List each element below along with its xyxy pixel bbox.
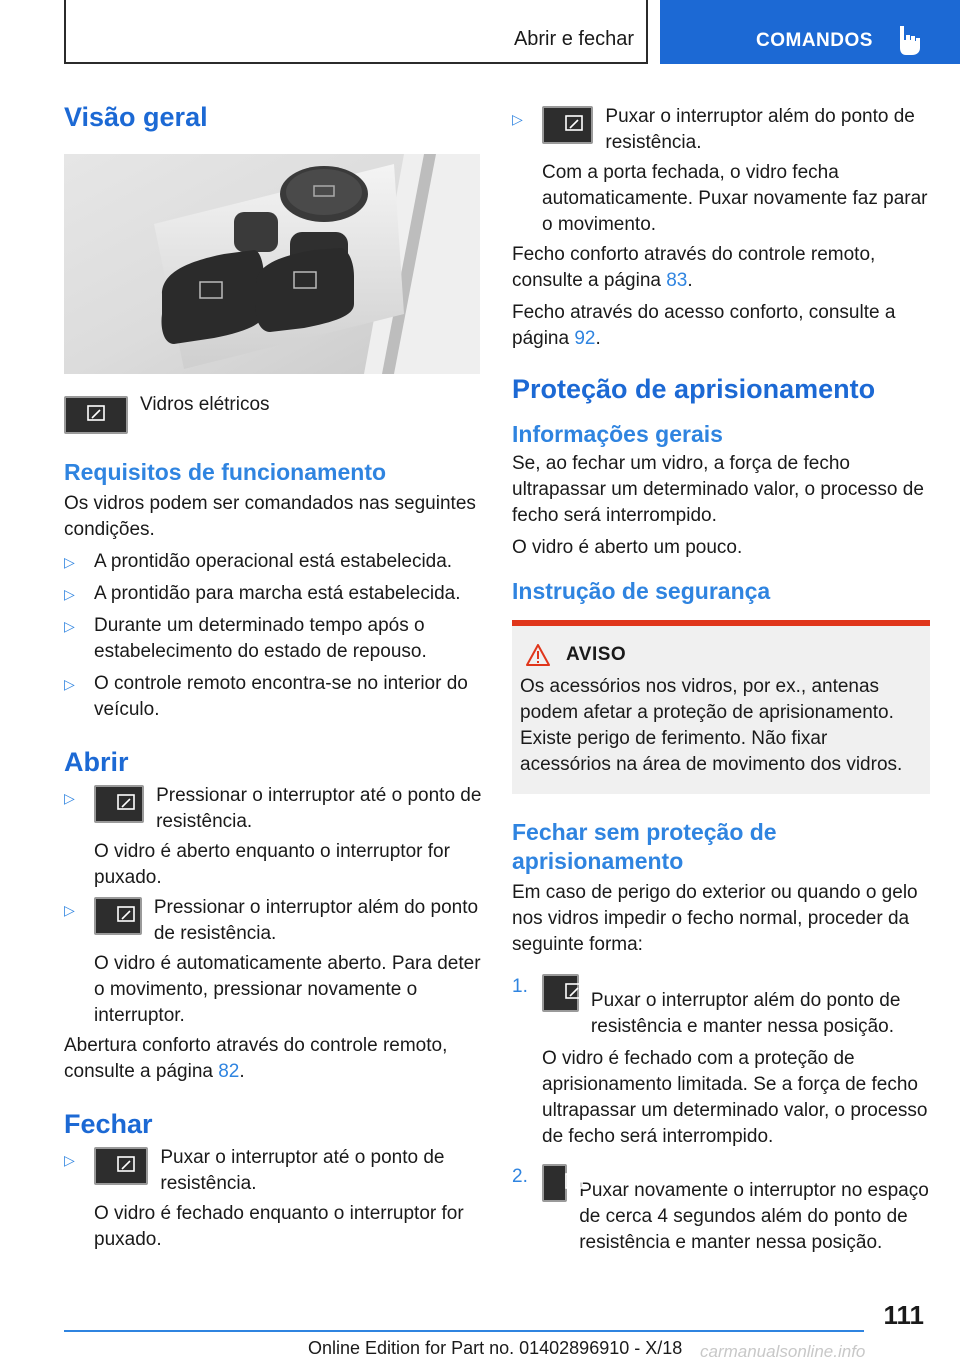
general-info-text-2: O vidro é aberto um pouco. xyxy=(512,537,743,558)
list-item: ▷ Durante um determinado tempo após o estabelecimento do estado de repouso. xyxy=(64,613,484,665)
pinch-protection-heading: Proteção de aprisionamento xyxy=(512,374,876,404)
step-number: 2. xyxy=(512,1166,528,1187)
warning-triangle-icon xyxy=(526,644,550,666)
open-comfort-text: Abertura conforto através do controle remoto, consulte a página 82. xyxy=(64,1035,448,1082)
photo-caption-text: Vidros elétricos xyxy=(140,394,270,415)
page-link-82[interactable]: 82 xyxy=(218,1061,240,1082)
left-column xyxy=(64,100,484,1253)
remote-close-text: Fecho conforto através do controle remoto, consulte a página 83. xyxy=(512,244,876,291)
list-item: ▷ A prontidão para marcha está estabelecida. xyxy=(64,581,484,607)
footer-edition: Online Edition for Part no. 01402896910 - X/18 xyxy=(308,1338,683,1358)
general-info-text: Se, ao fechar um vidro, a força de fecho ultrapassar um determinado valor, o processo de fecho será interrompido. xyxy=(512,453,924,526)
no-protection-intro: Em caso de perigo do exterior ou quando o gelo nos vidros impedir o fecho normal, proceder da seguinte forma: xyxy=(512,882,918,955)
list-item: ▷ Pressionar o interruptor até o ponto de resistência. O vidro é aberto enquanto o interruptor for puxado. xyxy=(64,785,484,891)
list-item: ▷ Puxar o interruptor além do ponto de resistência. Com a porta fechada, o vidro fecha automaticamente. Puxar novamente faz parar o movimento. xyxy=(512,106,930,238)
triangle-bullet-icon: ▷ xyxy=(64,618,75,634)
window-switch-key-icon xyxy=(64,396,128,434)
list-item: ▷ A prontidão operacional está estabelecida. xyxy=(64,549,484,575)
page-link-92[interactable]: 92 xyxy=(574,328,596,349)
list-item: 1. Puxar o interruptor além do ponto de resistência e manter nessa posição. O vidro é fechado com a proteção de aprisionamento limitada. Se a força de fecho ultrapassar um determinado valor, o processo de fecho será interrompido. xyxy=(512,974,930,1150)
header-section-box xyxy=(64,0,648,64)
pointing-hand-icon xyxy=(894,24,924,56)
triangle-bullet-icon: ▷ xyxy=(64,790,75,806)
triangle-bullet-icon: ▷ xyxy=(64,902,75,918)
step-number: 1. xyxy=(512,976,528,997)
safety-heading: Instrução de segurança xyxy=(512,578,771,604)
triangle-bullet-icon: ▷ xyxy=(64,586,75,602)
overview-heading: Visão geral xyxy=(64,102,208,132)
header-section-title: Abrir e fechar xyxy=(513,28,634,50)
list-item: 2. Puxar novamente o interruptor no espaço de cerca 4 segundos além do ponto de resistência e manter nessa posição. xyxy=(512,1164,930,1256)
triangle-bullet-icon: ▷ xyxy=(64,554,75,570)
list-item: ▷ Pressionar o interruptor além do ponto de resistência. O vidro é automaticamente aberto. Para deter o movimento, pressionar novamente o interruptor. xyxy=(64,897,484,1029)
window-switch-key-icon xyxy=(94,1147,148,1185)
triangle-bullet-icon: ▷ xyxy=(64,676,75,692)
list-item: ▷ O controle remoto encontra-se no interior do veículo. xyxy=(64,671,484,723)
window-switch-key-icon xyxy=(542,1164,567,1202)
page-link-83[interactable]: 83 xyxy=(666,270,688,291)
window-switch-key-icon xyxy=(94,785,144,823)
warning-text-2: Existe perigo de ferimento. Não fixar acessórios na área de movimento dos vidros. xyxy=(520,728,903,775)
warning-box xyxy=(512,620,930,794)
open-heading: Abrir xyxy=(64,747,129,777)
general-info-heading: Informações gerais xyxy=(512,421,723,447)
warning-text: Os acessórios nos vidros, por ex., antenas podem afetar a proteção de aprisionamento. xyxy=(520,676,894,723)
window-switch-key-icon xyxy=(542,106,593,144)
header-chapter-title: COMANDOS xyxy=(756,30,873,51)
window-switch-key-icon xyxy=(542,974,579,1012)
watermark: carmanualsonline.info xyxy=(700,1342,866,1361)
requirements-heading: Requisitos de funcionamento xyxy=(64,459,387,485)
page-number: 111 xyxy=(883,1300,924,1330)
access-close-text: Fecho através do acesso conforto, consulte a página 92. xyxy=(512,302,896,349)
triangle-bullet-icon: ▷ xyxy=(64,1152,75,1168)
window-switch-key-icon xyxy=(94,897,142,935)
window-switch-photo xyxy=(64,154,480,374)
photo-caption xyxy=(64,396,484,434)
close-heading: Fechar xyxy=(64,1109,153,1139)
header-chapter-tab[interactable] xyxy=(660,0,960,64)
no-protection-heading: Fechar sem proteção de aprisionamento xyxy=(512,819,777,874)
right-column xyxy=(512,100,930,1256)
requirements-intro: Os vidros podem ser comandados nas seguintes condições. xyxy=(64,493,476,540)
footer-divider xyxy=(64,1330,864,1332)
list-item: ▷ Puxar o interruptor até o ponto de resistência. O vidro é fechado enquanto o interruptor for puxado. xyxy=(64,1147,484,1253)
triangle-bullet-icon: ▷ xyxy=(512,111,523,127)
warning-label: AVISO xyxy=(566,644,627,665)
